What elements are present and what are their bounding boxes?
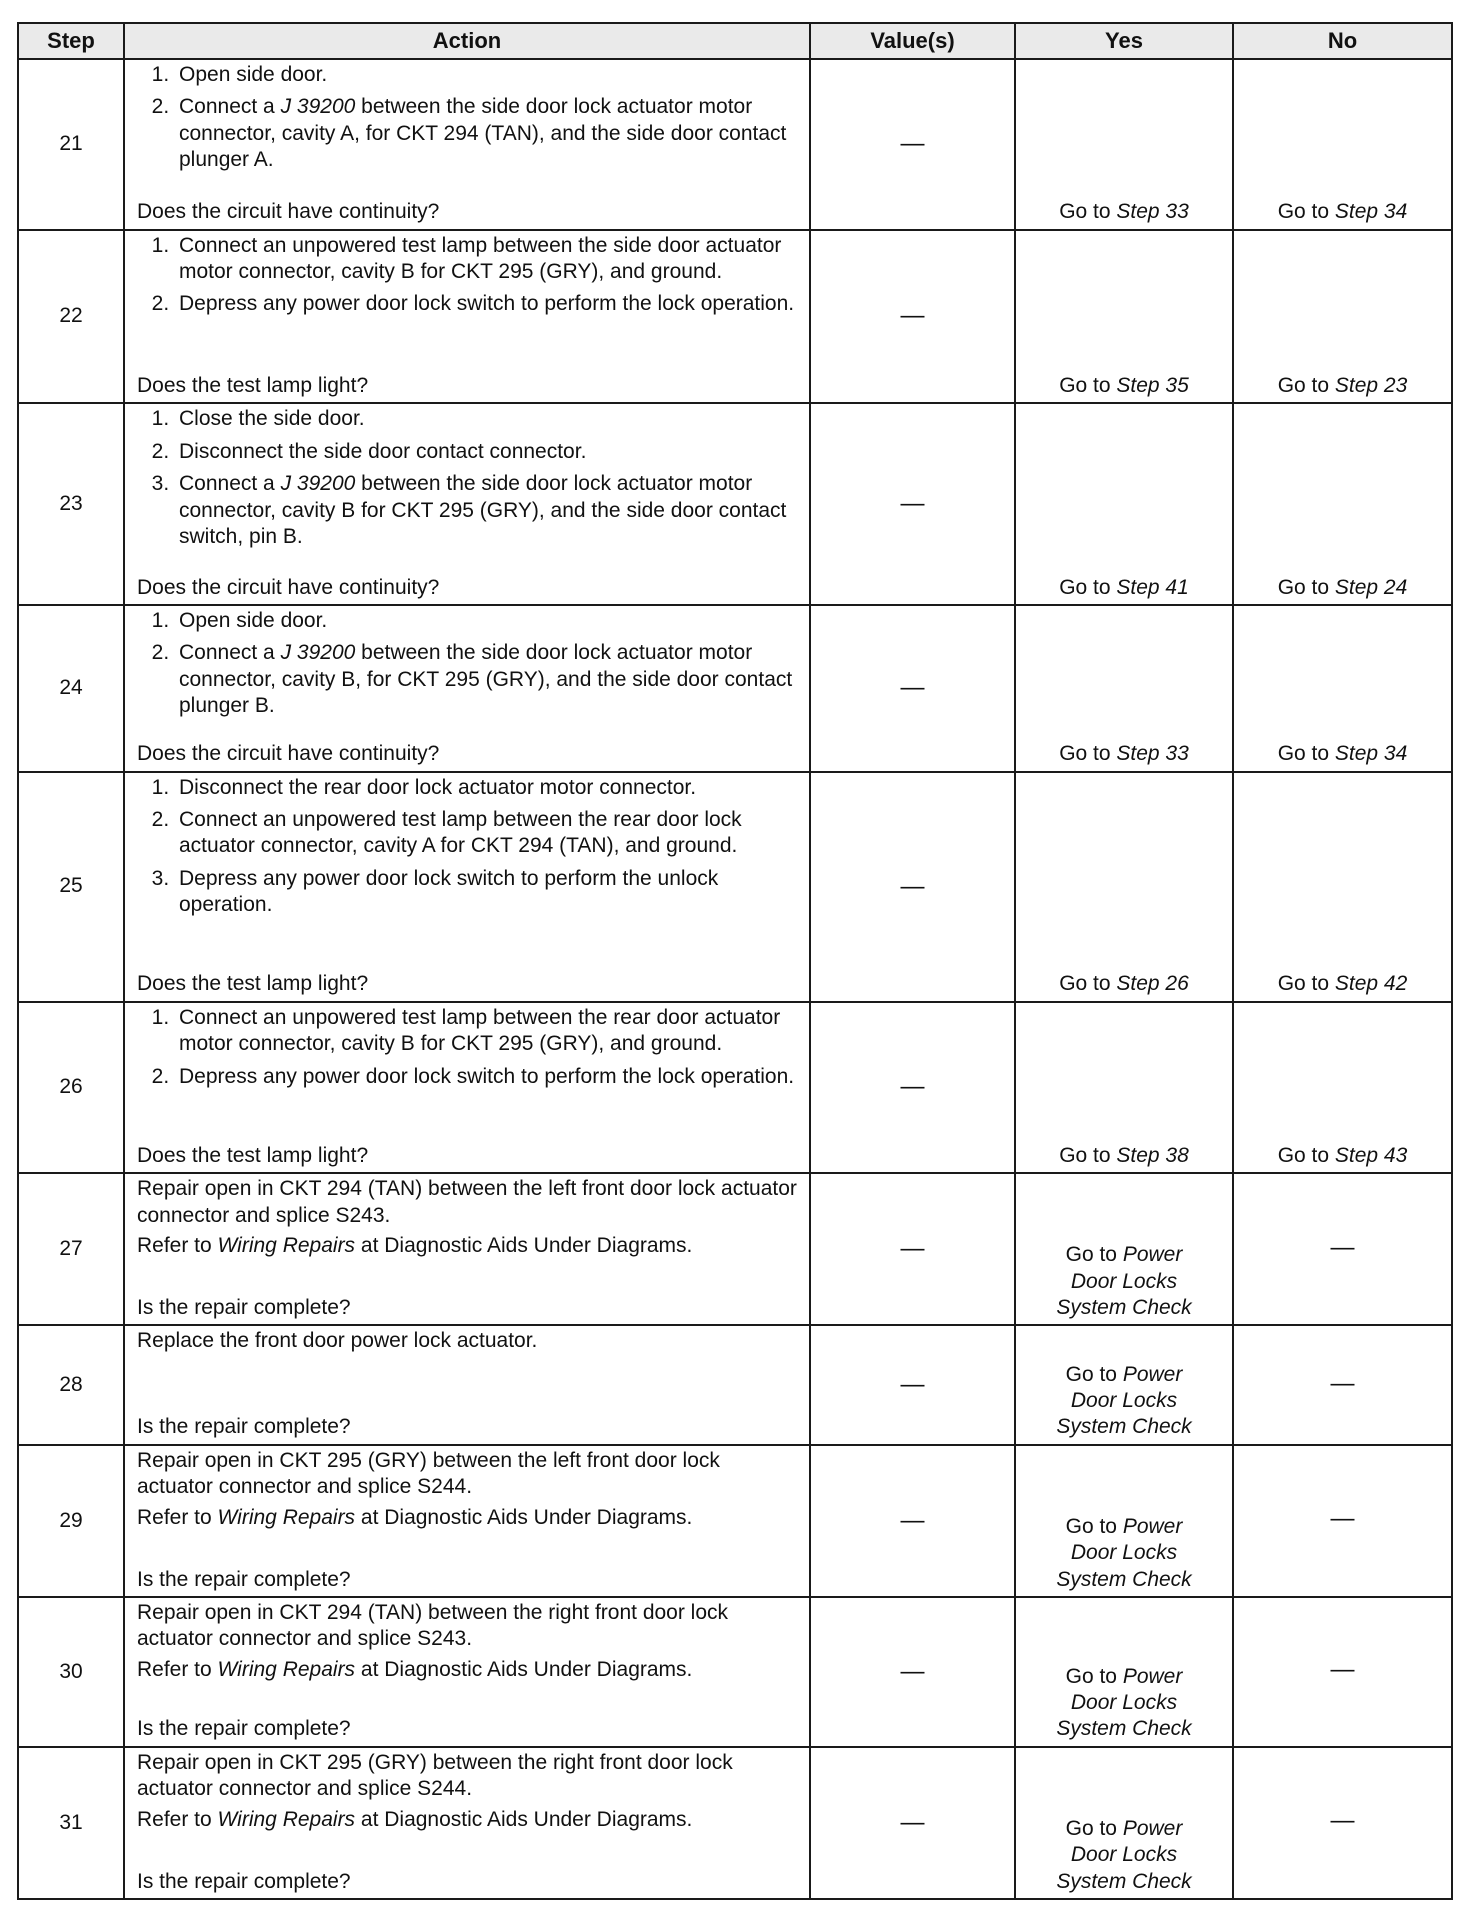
yes-cell: Go to Step 35 <box>1015 230 1233 404</box>
header-yes: Yes <box>1015 23 1233 59</box>
no-cell: Go to Step 34 <box>1233 605 1452 771</box>
action-cell <box>124 1173 810 1325</box>
yes-cell: Go to Step 33 <box>1015 59 1233 230</box>
action-refer: Refer to Wiring Repairs at Diagnostic Aids Under Diagrams. <box>137 1234 693 1258</box>
action-paragraph: Repair open in CKT 295 (GRY) between the left front door lock actuator connector and splice S244. <box>137 1448 720 1499</box>
table-row <box>18 1445 1452 1597</box>
action-substep: 2. Connect a J 39200 between the side door lock actuator motor connector, cavity A, for CKT 294 (TAN), and the side door contact plunger A. <box>175 94 801 173</box>
action-substep: 1. Close the side door. <box>175 406 801 432</box>
step-number: 29 <box>18 1445 124 1597</box>
step-number: 31 <box>18 1747 124 1899</box>
action-substep: 2. Connect a J 39200 between the side door lock actuator motor connector, cavity B, for CKT 295 (GRY), and the side door contact plunger B. <box>175 640 801 719</box>
table-row <box>18 1747 1452 1899</box>
yes-cell: Go to Power Door Locks System Check <box>1015 1173 1233 1325</box>
table-row <box>18 230 1452 404</box>
action-question: Does the test lamp light? <box>137 373 369 397</box>
action-substep: 2. Disconnect the side door contact connector. <box>175 439 801 465</box>
action-question: Is the repair complete? <box>137 1869 351 1893</box>
no-cell: — <box>1233 1173 1452 1325</box>
step-number: 25 <box>18 772 124 1002</box>
action-cell <box>124 1002 810 1174</box>
yes-cell: Go to Power Door Locks System Check <box>1015 1597 1233 1747</box>
table-row <box>18 1325 1452 1444</box>
action-cell <box>124 59 810 230</box>
action-substep: 1. Open side door. <box>175 62 801 88</box>
step-number: 22 <box>18 230 124 404</box>
no-cell: — <box>1233 1325 1452 1444</box>
action-substep: 3. Depress any power door lock switch to perform the unlock operation. <box>175 866 801 919</box>
action-refer: Refer to Wiring Repairs at Diagnostic Aids Under Diagrams. <box>137 1807 693 1831</box>
action-substep: 1. Disconnect the rear door lock actuator motor connector. <box>175 775 801 801</box>
table-row <box>18 403 1452 605</box>
value-cell: — <box>810 230 1015 404</box>
yes-cell: Go to Step 33 <box>1015 605 1233 771</box>
value-cell: — <box>810 605 1015 771</box>
action-substep: 1. Connect an unpowered test lamp between the side door actuator motor connector, cavity B for CKT 295 (GRY), and ground. <box>175 233 801 286</box>
action-paragraph: Repair open in CKT 295 (GRY) between the right front door lock actuator connector and splice S244. <box>137 1750 733 1801</box>
action-cell <box>124 1325 810 1444</box>
action-refer: Refer to Wiring Repairs at Diagnostic Aids Under Diagrams. <box>137 1657 693 1681</box>
value-cell: — <box>810 772 1015 1002</box>
header-values: Value(s) <box>810 23 1015 59</box>
action-cell <box>124 1445 810 1597</box>
action-paragraph: Repair open in CKT 294 (TAN) between the left front door lock actuator connector and splice S243. <box>137 1177 797 1227</box>
action-cell <box>124 1747 810 1899</box>
value-cell: — <box>810 403 1015 605</box>
action-substep: 2. Depress any power door lock switch to perform the lock operation. <box>175 1064 801 1090</box>
action-substep: 1. Open side door. <box>175 608 801 634</box>
header-step: Step <box>18 23 124 59</box>
action-question: Does the circuit have continuity? <box>137 742 440 766</box>
action-paragraph: Repair open in CKT 294 (TAN) between the right front door lock actuator connector and splice S243. <box>137 1600 729 1651</box>
table-row <box>18 59 1452 230</box>
step-number: 30 <box>18 1597 124 1747</box>
action-question: Is the repair complete? <box>137 1567 351 1591</box>
step-number: 24 <box>18 605 124 771</box>
step-number: 27 <box>18 1173 124 1325</box>
step-number: 26 <box>18 1002 124 1174</box>
value-cell: — <box>810 1445 1015 1597</box>
diagnostic-table-page <box>17 22 1451 1900</box>
step-number: 28 <box>18 1325 124 1444</box>
no-cell: Go to Step 24 <box>1233 403 1452 605</box>
action-refer: Refer to Wiring Repairs at Diagnostic Aids Under Diagrams. <box>137 1505 693 1529</box>
action-question: Does the test lamp light? <box>137 972 369 996</box>
yes-cell: Go to Step 38 <box>1015 1002 1233 1174</box>
action-cell <box>124 403 810 605</box>
value-cell: — <box>810 59 1015 230</box>
yes-cell: Go to Power Door Locks System Check <box>1015 1747 1233 1899</box>
value-cell: — <box>810 1597 1015 1747</box>
table-row <box>18 1002 1452 1174</box>
table-row <box>18 1597 1452 1747</box>
diagnostic-table <box>17 22 1453 1900</box>
table-row <box>18 605 1452 771</box>
yes-cell: Go to Power Door Locks System Check <box>1015 1445 1233 1597</box>
action-question: Is the repair complete? <box>137 1717 351 1741</box>
action-question: Does the circuit have continuity? <box>137 575 440 599</box>
no-cell: Go to Step 23 <box>1233 230 1452 404</box>
action-substep: 2. Depress any power door lock switch to perform the lock operation. <box>175 291 801 317</box>
action-substep: 2. Connect an unpowered test lamp between the rear door lock actuator connector, cavity A for CKT 294 (TAN), and ground. <box>175 807 801 860</box>
yes-cell: Go to Step 41 <box>1015 403 1233 605</box>
action-cell <box>124 1597 810 1747</box>
header-no: No <box>1233 23 1452 59</box>
step-number: 23 <box>18 403 124 605</box>
step-number: 21 <box>18 59 124 230</box>
value-cell: — <box>810 1173 1015 1325</box>
no-cell: — <box>1233 1597 1452 1747</box>
no-cell: Go to Step 34 <box>1233 59 1452 230</box>
action-question: Is the repair complete? <box>137 1295 351 1319</box>
action-cell <box>124 605 810 771</box>
action-cell <box>124 772 810 1002</box>
table-row <box>18 772 1452 1002</box>
header-row <box>18 23 1452 59</box>
action-substep: 3. Connect a J 39200 between the side door lock actuator motor connector, cavity B for CKT 295 (GRY), and the side door contact switch, pin B. <box>175 471 801 550</box>
no-cell: — <box>1233 1747 1452 1899</box>
no-cell: — <box>1233 1445 1452 1597</box>
value-cell: — <box>810 1747 1015 1899</box>
action-cell <box>124 230 810 404</box>
table-row <box>18 1173 1452 1325</box>
no-cell: Go to Step 43 <box>1233 1002 1452 1174</box>
action-question: Does the test lamp light? <box>137 1143 369 1167</box>
action-question: Does the circuit have continuity? <box>137 200 440 224</box>
yes-cell: Go to Step 26 <box>1015 772 1233 1002</box>
value-cell: — <box>810 1002 1015 1174</box>
header-action: Action <box>124 23 810 59</box>
action-question: Is the repair complete? <box>137 1415 351 1439</box>
action-substep: 1. Connect an unpowered test lamp between the rear door actuator motor connector, cavity B for CKT 295 (GRY), and ground. <box>175 1005 801 1058</box>
no-cell: Go to Step 42 <box>1233 772 1452 1002</box>
action-paragraph: Replace the front door power lock actuator. <box>137 1329 538 1353</box>
yes-cell: Go to Power Door Locks System Check <box>1015 1325 1233 1444</box>
value-cell: — <box>810 1325 1015 1444</box>
